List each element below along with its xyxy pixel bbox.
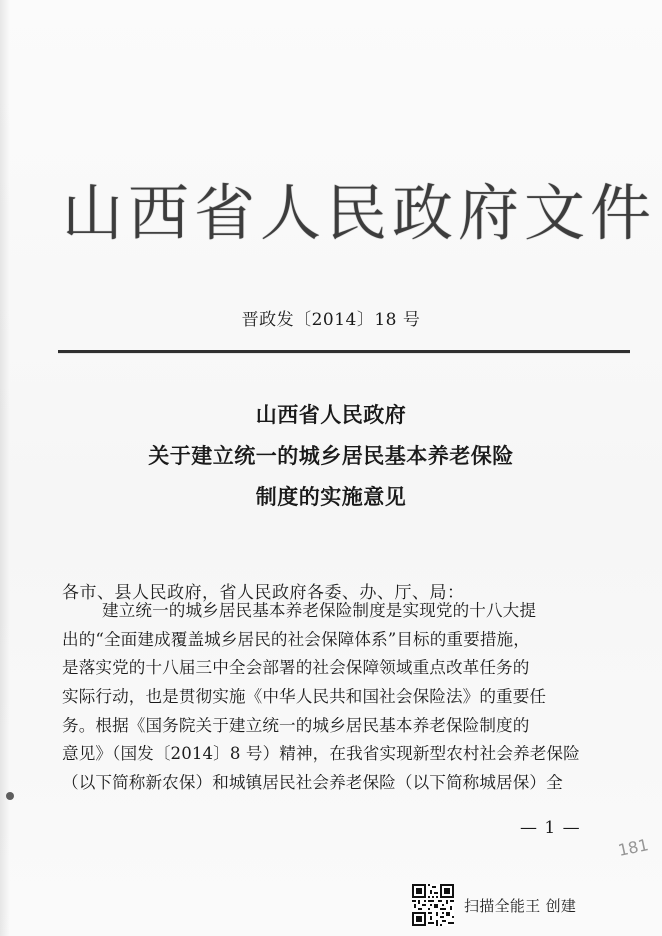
body-text: [62, 597, 602, 798]
body-line: （以下简称新农保）和城镇居民社会养老保险（以下简称城居保）全: [62, 773, 563, 793]
body-line: 意见》（国发〔2014〕8 号）精神，在我省实现新型农村社会养老保险: [62, 744, 580, 764]
header-divider: [58, 350, 630, 353]
handwritten-mark: 181: [616, 835, 651, 860]
body-line: 务。根据《国务院关于建立统一的城乡居民基本养老保险制度的: [62, 715, 530, 735]
body-line: 是落实党的十八届三中全会部署的社会保障领域重点改革任务的: [62, 658, 530, 678]
body-line: 建立统一的城乡居民基本养老保险制度是实现党的十八大提: [102, 601, 537, 620]
body-line: 实际行动，也是贯彻实施《中华人民共和国社会保险法》的重要任: [62, 687, 547, 707]
title-line: 关于建立统一的城乡居民基本养老保险: [148, 444, 514, 468]
document-title: [0, 395, 662, 518]
qr-code-icon: [412, 884, 454, 926]
issuer-banner: [62, 168, 657, 258]
title-line: 山西省人民政府: [255, 403, 407, 427]
title-line: 制度的实施意见: [255, 485, 407, 509]
body-line: 出的“全面建成覆盖城乡居民的社会保障体系”目标的重要措施，: [62, 629, 530, 649]
issuer-banner-text: 山西省人民政府文件: [62, 177, 657, 249]
punch-hole-mark: [6, 792, 14, 800]
camscanner-watermark: [412, 884, 576, 926]
document-number: 晋政发〔2014〕18 号: [241, 310, 421, 330]
page-number: — 1 —: [520, 818, 581, 838]
watermark-text: 扫描全能王 创建: [464, 896, 577, 915]
salutation: 各市、县人民政府，省人民政府各委、办、厅、局：: [62, 583, 465, 603]
